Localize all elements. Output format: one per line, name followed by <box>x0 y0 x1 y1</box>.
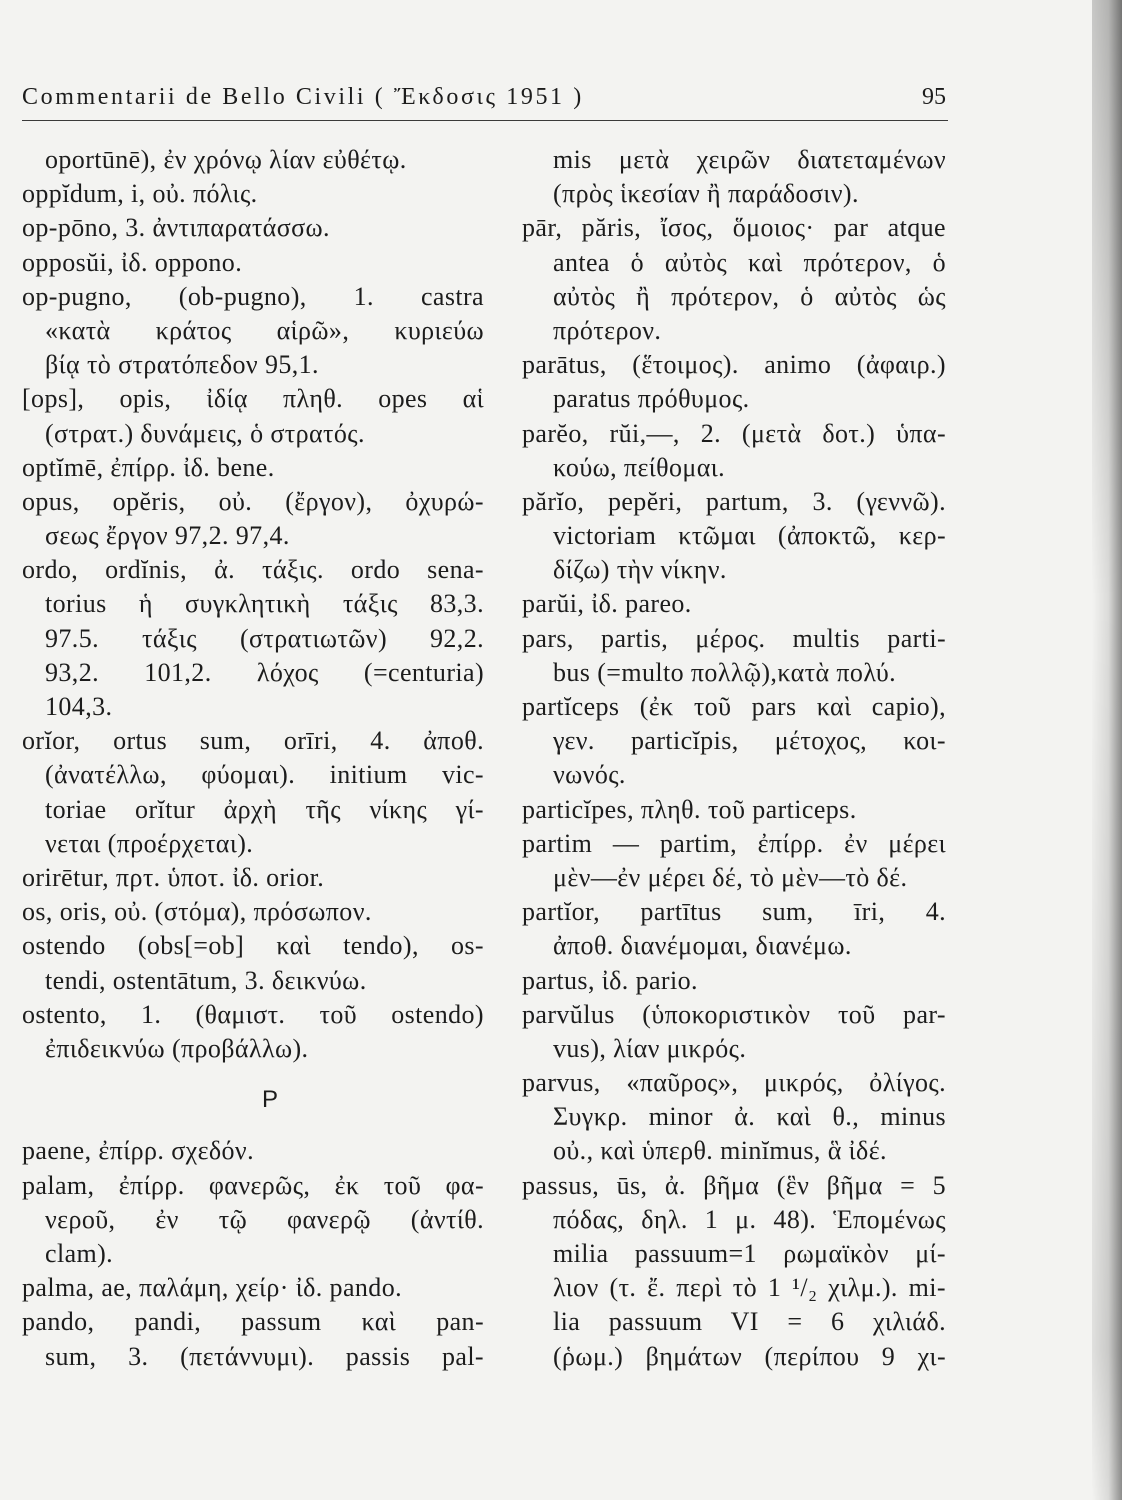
entry-continuation-line: lia passuum VI = 6 χιλιάδ. <box>553 1307 946 1337</box>
entry-continuation-line: torius ἡ συγκλητικὴ τάξις 83,3. <box>45 589 484 619</box>
entry-continuation-line: tendi, ostentātum, 3. δεικνύω. <box>45 965 367 995</box>
entry-list <box>22 1134 484 1373</box>
dictionary-entry <box>22 1305 484 1373</box>
entry-continuation-line: νωνός. <box>553 760 626 790</box>
entry-headword-line: oppĭdum, i, οὐ. πόλις. <box>22 179 258 209</box>
dictionary-entry <box>22 485 484 553</box>
entry-headword-line: parvŭlus (ὑποκοριστικὸν τοῦ par- <box>522 999 946 1029</box>
entry-headword-line: op-pōno, 3. ἀντιπαρατάσσω. <box>22 213 330 243</box>
dictionary-entry <box>522 348 946 416</box>
entry-continuation-line: νεροῦ, ἐν τῷ φανερῷ (ἀντίθ. <box>45 1204 484 1234</box>
entry-continuation-line: βίᾳ τὸ στρατόπεδον 95,1. <box>45 350 319 380</box>
entry-headword-line: orirētur, πρτ. ὑποτ. ἰδ. orior. <box>22 862 325 892</box>
dictionary-entry <box>22 553 484 724</box>
entry-headword-line: partus, ἰδ. pario. <box>522 965 698 995</box>
entry-headword-line: partim — partim, ἐπίρρ. ἐν μέρει <box>522 828 946 858</box>
entry-continuation-line: δίζω) τὴν νίκην. <box>553 555 727 585</box>
entry-list <box>22 143 484 1066</box>
entry-continuation-line: (πρὸς ἱκεσίαν ἢ παράδοσιν). <box>553 179 859 209</box>
entry-continuation-line: paratus πρόθυμος. <box>553 384 750 414</box>
entry-continuation-line: toriae orĭtur ἀρχὴ τῆς νίκης γί- <box>45 794 484 824</box>
entry-headword-line: palam, ἐπίρρ. φανερῶς, ἐκ τοῦ φα- <box>22 1170 484 1200</box>
entry-headword-line: pando, pandi, passum καὶ pan- <box>22 1307 484 1337</box>
left-column <box>22 143 484 1374</box>
entry-headword-line: parātus, (ἕτοιμος). animo (ἀφαιρ.) <box>522 350 946 380</box>
dictionary-entry <box>22 246 484 280</box>
entry-headword-line: opposŭi, ἰδ. oppono. <box>22 247 243 277</box>
entry-headword-line: pār, păris, ἴσος, ὅμοιος· par atque <box>522 213 946 243</box>
entry-headword-line: op-pugno, (ob-pugno), 1. castra <box>22 281 484 311</box>
entry-headword-line: opus, opĕris, οὐ. (ἔργον), ὀχυρώ- <box>22 486 484 516</box>
entry-continuation-line: vus), λίαν μικρός. <box>553 1033 747 1063</box>
entry-continuation-line: clam). <box>45 1239 114 1269</box>
entry-continuation-line: νεται (προέρχεται). <box>45 828 254 858</box>
entry-continuation-line: victoriam κτῶμαι (ἀποκτῶ, κερ- <box>553 521 946 551</box>
dictionary-entry <box>22 280 484 383</box>
entry-headword-line: partĭceps (ἐκ τοῦ pars καὶ capio), <box>522 692 946 721</box>
entry-headword-line: parŭi, ἰδ. pareo. <box>522 589 692 619</box>
entry-headword-line: [ops], opis, ἰδίᾳ πληθ. opes αἱ <box>22 384 484 414</box>
entry-continuation-line: γεν. particĭpis, μέτοχος, κοι- <box>553 726 946 756</box>
entry-headword-line: orĭor, ortus sum, orīri, 4. ἀποθ. <box>22 726 484 756</box>
entry-continuation-line: (ῥωμ.) βημάτων (περίπου 9 χι- <box>553 1341 946 1371</box>
dictionary-entry <box>522 587 946 621</box>
entry-headword-line: ordo, ordĭnis, ἀ. τάξις. ordo sena- <box>22 555 484 585</box>
entry-continuation-line: bus (=multo πολλῷ),κατὰ πολύ. <box>553 657 897 687</box>
dictionary-entry <box>522 417 946 485</box>
dictionary-entry <box>22 998 484 1066</box>
dictionary-entry <box>22 929 484 997</box>
dictionary-entry <box>522 622 946 690</box>
dictionary-entry <box>22 1169 484 1272</box>
entry-continuation-line: σεως ἔργον 97,2. 97,4. <box>45 521 290 551</box>
dictionary-entry <box>522 485 946 588</box>
header-rule <box>22 120 948 121</box>
entry-continuation-line: 97.5. τάξις (στρατιωτῶν) 92,2. <box>45 623 484 653</box>
entry-list <box>522 143 946 1374</box>
entry-headword-line: passus, ūs, ἀ. βῆμα (ἓν βῆμα = 5 <box>522 1170 946 1200</box>
page-edge-shadow <box>1092 0 1122 1500</box>
dictionary-entry <box>22 1134 484 1168</box>
dictionary-entry <box>22 451 484 485</box>
running-title: Commentarii de Bello Civili ( Ἔκδοσις 1951 ) <box>22 84 584 110</box>
entry-continuation-line: mis μετὰ χειρῶν διατεταμένων <box>553 145 946 174</box>
dictionary-entry <box>22 177 484 211</box>
entry-continuation-line: αὐτὸς ἢ πρότερον, ὁ αὐτὸς ὡς <box>553 281 946 311</box>
entry-continuation-line: πόδας, δηλ. 1 μ. 48). Ἑπομένως <box>553 1204 946 1234</box>
page-number: 95 <box>922 84 946 110</box>
dictionary-entry <box>522 143 946 211</box>
dictionary-entry <box>522 827 946 895</box>
right-column <box>522 143 946 1374</box>
entry-headword-line: optĭmē, ἐπίρρ. ἰδ. bene. <box>22 452 275 482</box>
dictionary-entry <box>522 1169 946 1374</box>
entry-continuation-line: «κατὰ κράτος αἱρῶ», κυριεύω <box>45 315 484 345</box>
entry-headword-line: parvus, «παῦρος», μικρός, ὀλίγος. <box>522 1068 946 1098</box>
entry-headword-line: ostendo (obs[=ob] καὶ tendo), os- <box>22 931 484 961</box>
entry-headword-line: paene, ἐπίρρ. σχεδόν. <box>22 1136 254 1166</box>
entry-continuation-line: ἐπιδεικνύω (προβάλλω). <box>45 1033 309 1063</box>
entry-continuation-line: (ἀνατέλλω, φύομαι). initium vic- <box>45 760 484 790</box>
dictionary-entry <box>522 211 946 348</box>
running-header <box>22 80 946 114</box>
dictionary-entry <box>22 382 484 450</box>
dictionary-entry <box>522 964 946 998</box>
entry-continuation-line: 93,2. 101,2. λόχος (=centuria) <box>45 657 484 687</box>
dictionary-entry <box>22 895 484 929</box>
dictionary-entry <box>522 998 946 1066</box>
entry-headword-line: părĭo, pepĕri, partum, 3. (γεννῶ). <box>522 486 946 516</box>
entry-headword-line: particĭpes, πληθ. τοῦ particeps. <box>522 794 857 824</box>
dictionary-entry <box>522 1066 946 1169</box>
entry-headword-line: os, oris, οὐ. (στόμα), πρόσωπον. <box>22 897 372 927</box>
dictionary-entry <box>22 211 484 245</box>
dictionary-entry <box>22 143 484 177</box>
entry-continuation-line: κούω, πείθομαι. <box>553 452 726 482</box>
dictionary-entry <box>22 1271 484 1305</box>
entry-continuation-line: antea ὁ αὐτὸς καὶ πρότερον, ὁ <box>553 247 946 277</box>
section-heading: P <box>261 1086 278 1114</box>
entry-continuation-line: (στρατ.) δυνάμεις, ὁ στρατός. <box>45 418 365 448</box>
entry-headword-line: parĕo, rŭi,—, 2. (μετὰ δοτ.) ὑπα- <box>522 418 946 448</box>
entry-continuation-line: Συγκρ. minor ἀ. καὶ θ., minus <box>553 1102 946 1132</box>
entry-continuation-line: λιον (τ. ἔ. περὶ τὸ 1 ¹/₂ χιλμ.). mi- <box>553 1273 946 1303</box>
dictionary-entry <box>522 793 946 827</box>
entry-headword-line: pars, partis, μέρος. multis parti- <box>522 623 946 653</box>
dictionary-entry <box>522 895 946 963</box>
entry-continuation-line: sum, 3. (πετάννυμι). passis pal- <box>45 1341 484 1371</box>
dictionary-entry <box>22 724 484 861</box>
entry-continuation-line: ἀποθ. διανέμομαι, διανέμω. <box>553 931 852 961</box>
entry-headword-line: palma, ae, παλάμη, χείρ· ἰδ. pando. <box>22 1273 402 1303</box>
entry-headword-line: partĭor, partītus sum, īri, 4. <box>522 897 946 927</box>
entry-continuation-line: milia passuum=1 ρωμαϊκὸν μί- <box>553 1239 946 1268</box>
entry-headword-line: ostento, 1. (θαμιστ. τοῦ ostendo) <box>22 999 484 1029</box>
entry-continuation-line: oportūnē), ἐν χρόνῳ λίαν εὐθέτῳ. <box>45 145 407 174</box>
entry-continuation-line: πρότερον. <box>553 315 662 345</box>
dictionary-entry <box>22 861 484 895</box>
entry-continuation-line: 104,3. <box>45 692 113 721</box>
dictionary-entry <box>522 690 946 793</box>
entry-continuation-line: μὲν—ἐν μέρει δέ, τὸ μὲν—τὸ δέ. <box>553 862 908 892</box>
entry-continuation-line: οὐ., καὶ ὑπερθ. minĭmus, ἃ ἰδέ. <box>553 1136 887 1166</box>
